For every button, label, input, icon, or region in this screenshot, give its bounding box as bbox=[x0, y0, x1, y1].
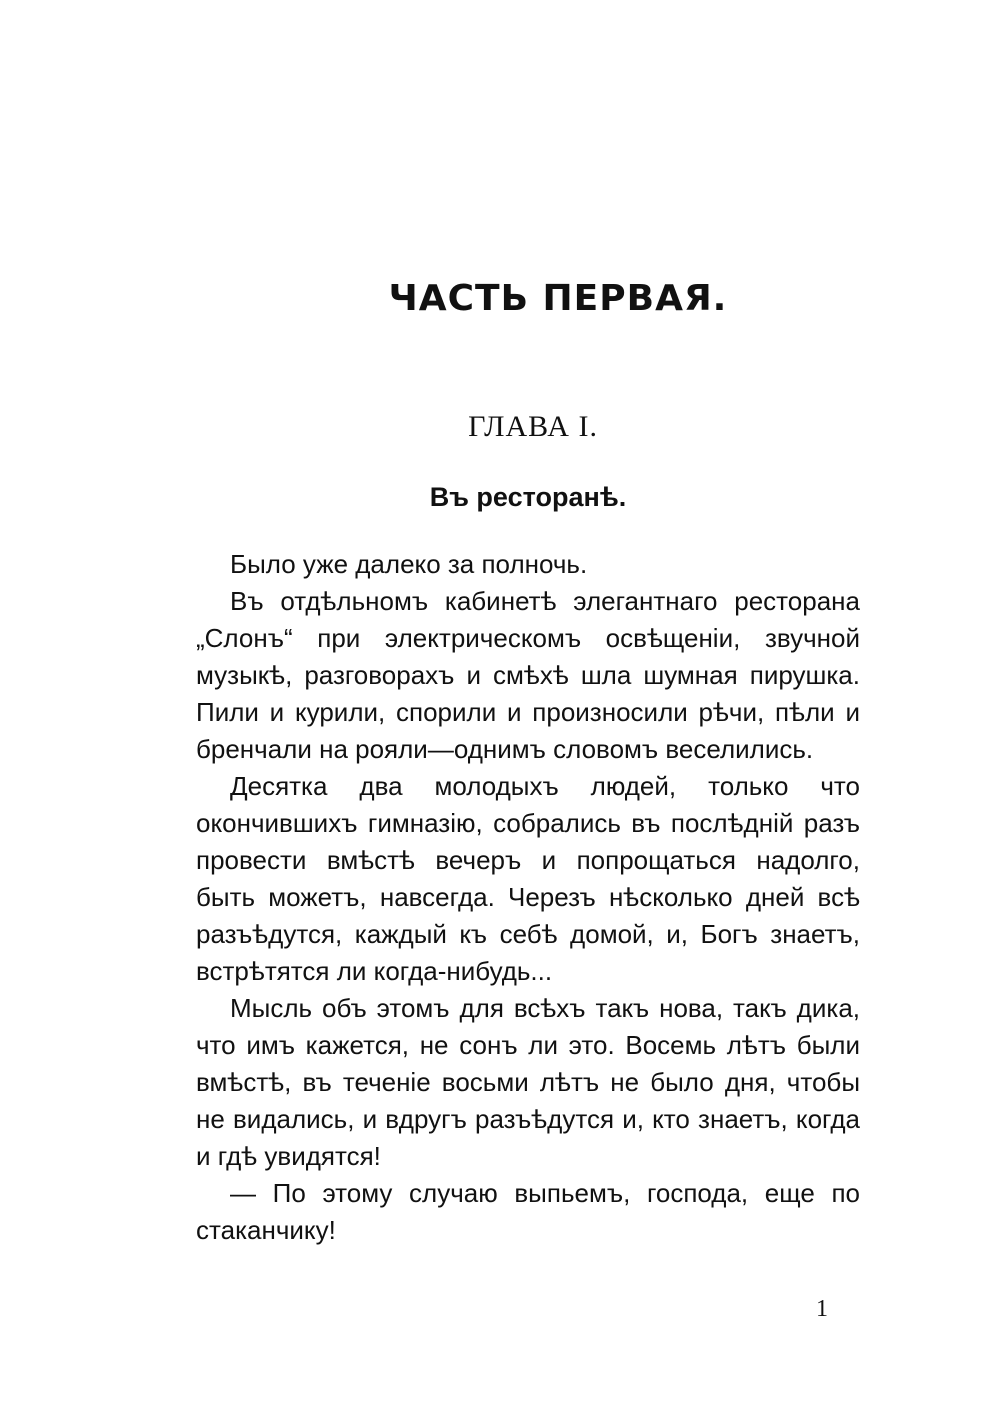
paragraph: Въ отдѣльномъ кабинетѣ элегантнаго ресторана „Слонъ“ при электрическомъ освѣщеніи, звучной музыкѣ, разговорахъ и смѣхѣ шла шумная пирушка. Пили и курили, спорили и произносили рѣчи, пѣли и бренчали на рояли—однимъ словомъ веселились. bbox=[196, 586, 860, 764]
paragraph: Было уже далеко за полночь. bbox=[230, 549, 588, 579]
chapter-title: ГЛАВА I. bbox=[468, 410, 598, 443]
paragraph: Десятка два молодыхъ людей, только что окончившихъ гимназію, собрались въ послѣдній разъ провести вмѣстѣ вечеръ и попрощаться надолго, быть можетъ, навсегда. Черезъ нѣсколько дней всѣ разъѣдутся, каждый къ себѣ домой, и, Богъ знаетъ, встрѣтятся ли когда-нибудь... bbox=[196, 771, 860, 986]
page-number: 1 bbox=[816, 1296, 828, 1322]
paragraph: Мысль объ этомъ для всѣхъ такъ нова, такъ дика, что имъ кажется, не сонъ ли это. Восемь лѣтъ были вмѣстѣ, въ теченіе восьми лѣтъ не было дня, чтобы не видались, и вдругъ разъѣдутся и, кто знаетъ, когда и гдѣ увидятся! bbox=[196, 993, 860, 1171]
body-text bbox=[196, 546, 860, 1249]
chapter-subtitle: Въ ресторанѣ. bbox=[429, 482, 627, 512]
part-title: ЧАСТЬ ПЕРВАЯ. bbox=[388, 278, 728, 319]
paragraph: — По этому случаю выпьемъ, господа, еще по стаканчику! bbox=[196, 1178, 860, 1245]
